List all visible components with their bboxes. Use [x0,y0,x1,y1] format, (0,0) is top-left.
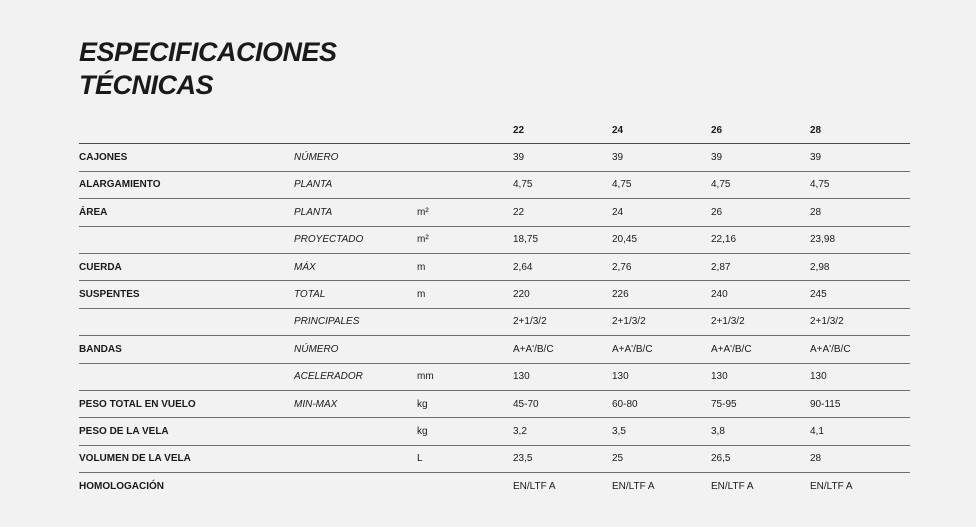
specifications-table [79,117,910,499]
row-value: 45-70 [513,390,612,417]
row-label: HOMOLOGACIÓN [79,480,164,492]
row-label: ÁREA [79,199,294,226]
row-value: 245 [810,281,910,308]
row-label [79,308,294,335]
column-header-size: 26 [711,117,810,144]
row-sublabel: PLANTA [294,171,417,198]
column-header-size: 24 [612,117,711,144]
row-sublabel: NÚMERO [294,144,417,171]
table-row [79,226,910,253]
row-value: EN/LTF A [711,480,754,492]
row-sublabel [294,418,417,445]
row-unit [417,308,513,335]
table-row [79,171,910,198]
row-value: 22 [513,199,612,226]
row-unit [417,336,513,363]
table-row [79,390,910,417]
row-label [79,363,294,390]
row-sublabel: ACELERADOR [294,363,417,390]
row-sublabel: MÁX [294,253,417,280]
row-label: VOLUMEN DE LA VELA [79,445,294,472]
row-value: 3,5 [612,418,711,445]
row-unit: m² [417,226,513,253]
page-title-line-2: TÉCNICAS [79,70,214,100]
row-unit: kg [417,418,513,445]
row-unit: kg [417,390,513,417]
row-label: CAJONES [79,144,294,171]
row-unit: m [417,281,513,308]
table-row [79,281,910,308]
row-sublabel: PLANTA [294,199,417,226]
row-label: CUERDA [79,253,294,280]
table-row [79,473,910,500]
row-label: SUSPENTES [79,281,294,308]
row-value: 130 [513,363,612,390]
row-value: 2+1/3/2 [810,308,910,335]
row-value: 130 [612,363,711,390]
row-value: 2,76 [612,253,711,280]
row-value: 130 [711,363,810,390]
row-value: 2,87 [711,253,810,280]
table-row [79,253,910,280]
row-value: 3,2 [513,418,612,445]
row-label: ALARGAMIENTO [79,171,294,198]
row-unit: m [417,253,513,280]
table-row [79,418,910,445]
row-value: 39 [612,144,711,171]
table-body [79,144,910,500]
table-row [79,445,910,472]
row-value: 18,75 [513,226,612,253]
row-value: 23,5 [513,445,612,472]
row-value: A+A'/B/C [513,336,612,363]
row-value: 4,75 [612,171,711,198]
row-value: 39 [513,144,612,171]
table-row [79,144,910,171]
table-row [79,199,910,226]
row-label [79,226,294,253]
row-value: 90-115 [810,390,910,417]
row-unit: mm [417,363,513,390]
row-label: PESO DE LA VELA [79,418,294,445]
row-value: 2+1/3/2 [711,308,810,335]
row-sublabel: MIN-MAX [294,390,417,417]
row-value: 39 [810,144,910,171]
row-value: 2,64 [513,253,612,280]
table-row [79,336,910,363]
header-unit-cell [417,117,513,144]
table-row [79,363,910,390]
row-value: 3,8 [711,418,810,445]
row-value: 25 [612,445,711,472]
row-value: A+A'/B/C [711,336,810,363]
row-value: 4,1 [810,418,910,445]
column-header-size: 22 [513,117,612,144]
row-unit: L [417,445,513,472]
row-value: 2+1/3/2 [513,308,612,335]
row-value: 4,75 [810,171,910,198]
header-sub-cell [294,117,417,144]
column-header-size: 28 [810,117,910,144]
row-value: 2,98 [810,253,910,280]
table-header-row [79,117,910,144]
row-sublabel [294,473,417,500]
row-value: 240 [711,281,810,308]
row-value: 2+1/3/2 [612,308,711,335]
page-title [79,36,337,102]
row-value: 75-95 [711,390,810,417]
row-value: 20,45 [612,226,711,253]
row-value: 26,5 [711,445,810,472]
row-value: 4,75 [711,171,810,198]
header-label-cell [79,117,294,144]
row-value: EN/LTF A [810,480,853,492]
row-value: EN/LTF A [513,480,556,492]
row-value: 226 [612,281,711,308]
row-value: A+A'/B/C [810,336,910,363]
row-unit: m² [417,199,513,226]
row-value: 60-80 [612,390,711,417]
row-value: 220 [513,281,612,308]
row-value: 24 [612,199,711,226]
row-unit [417,171,513,198]
row-value: A+A'/B/C [612,336,711,363]
row-value: 39 [711,144,810,171]
row-value: 130 [810,363,910,390]
row-value: 23,98 [810,226,910,253]
table-row [79,308,910,335]
row-value: 28 [810,199,910,226]
row-sublabel: NÚMERO [294,336,417,363]
row-unit [417,473,513,500]
row-sublabel: TOTAL [294,281,417,308]
row-unit [417,144,513,171]
row-sublabel: PROYECTADO [294,226,417,253]
row-value: EN/LTF A [612,480,655,492]
row-value: 28 [810,445,910,472]
page-title-line-1: ESPECIFICACIONES [79,37,337,67]
row-value: 4,75 [513,171,612,198]
row-value: 22,16 [711,226,810,253]
row-label: PESO TOTAL EN VUELO [79,390,294,417]
row-label: BANDAS [79,336,294,363]
row-sublabel [294,445,417,472]
row-sublabel: PRINCIPALES [294,308,417,335]
row-value: 26 [711,199,810,226]
